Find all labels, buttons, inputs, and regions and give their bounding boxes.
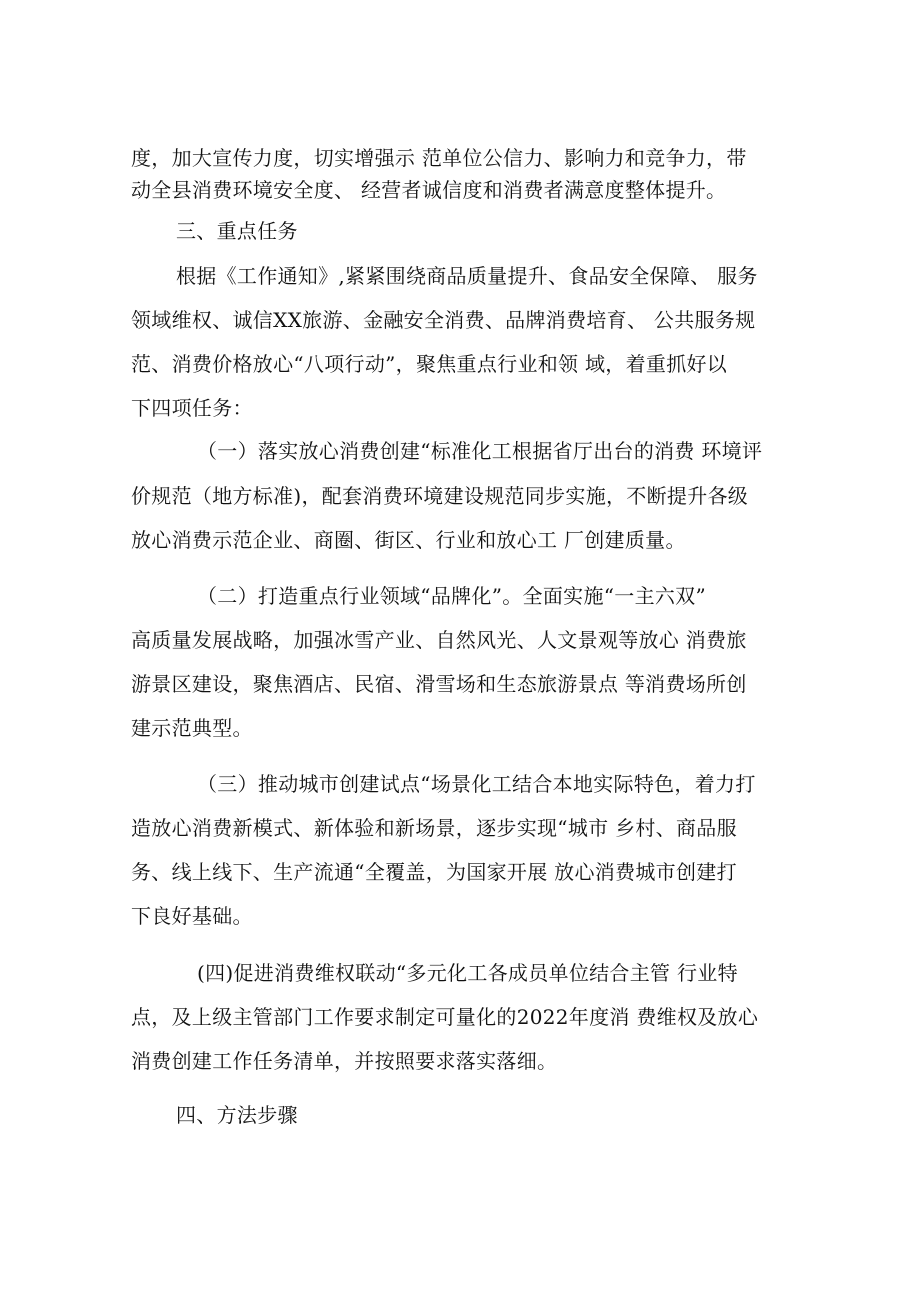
section-3-heading: 三、重点任务 (176, 219, 298, 243)
task-4-line-1: (四)促进消费维权联动“多元化工各成员单位结合主管 行业特 (197, 961, 738, 985)
section-4-heading: 四、方法步骤 (176, 1103, 298, 1127)
task-2-line-4: 建示范典型。 (131, 716, 253, 740)
intro-line-2: 动全县消费环境安全度、 经营者诚信度和消费者满意度整体提升。 (131, 178, 727, 202)
section-3-intro-line-3: 范、消费价格放心“八项行动”，聚焦重点行业和领 域，着重抓好以 (131, 352, 728, 376)
task-3-line-4: 下良好基础。 (131, 904, 253, 928)
task-2-line-2: 高质量发展战略，加强冰雪产业、自然风光、人文景观等放心 消费旅 (131, 628, 747, 652)
section-3-intro-line-1: 根据《工作通知》,紧紧围绕商品质量提升、食品安全保障、 服务 (176, 264, 758, 288)
task-4-line-3: 消费创建工作任务清单，并按照要求落实落细。 (131, 1049, 558, 1073)
task-3-line-2: 造放心消费新模式、新体验和新场景，逐步实现“城市 乡村、商品服 (131, 816, 737, 840)
task-3-line-3: 务、线上线下、生产流通“全覆盖，为国家开展 放心消费城市创建打 (131, 860, 737, 884)
task-2-line-1: （二）打造重点行业领域“品牌化”。全面实施“一主六双” (197, 584, 706, 608)
section-3-intro-line-4: 下四项任务： (131, 396, 253, 420)
intro-line-1: 度，加大宣传力度，切实增强示 范单位公信力、影响力和竞争力，带 (131, 146, 747, 170)
task-3-line-1: （三）推动城市创建试点“场景化工结合本地实际特色，着力打 (197, 772, 756, 796)
task-4-line-2: 点，及上级主管部门工作要求制定可量化的2022年度消 费维权及放心 (131, 1005, 759, 1029)
task-1-line-1: （一）落实放心消费创建“标准化工根据省厅出台的消费 环境评 (197, 439, 763, 463)
task-2-line-3: 游景区建设，聚焦酒店、民宿、滑雪场和生态旅游景点 等消费场所创 (131, 672, 747, 696)
section-3-intro-line-2: 领域维权、诚信XX旅游、金融安全消费、品牌消费培育、 公共服务规 (131, 308, 756, 332)
task-1-line-2: 价规范（地方标准)，配套消费环境建设规范同步实施，不断提升各级 (131, 484, 749, 508)
task-1-line-3: 放心消费示范企业、商圈、街区、行业和放心工 厂创建质量。 (131, 528, 686, 552)
